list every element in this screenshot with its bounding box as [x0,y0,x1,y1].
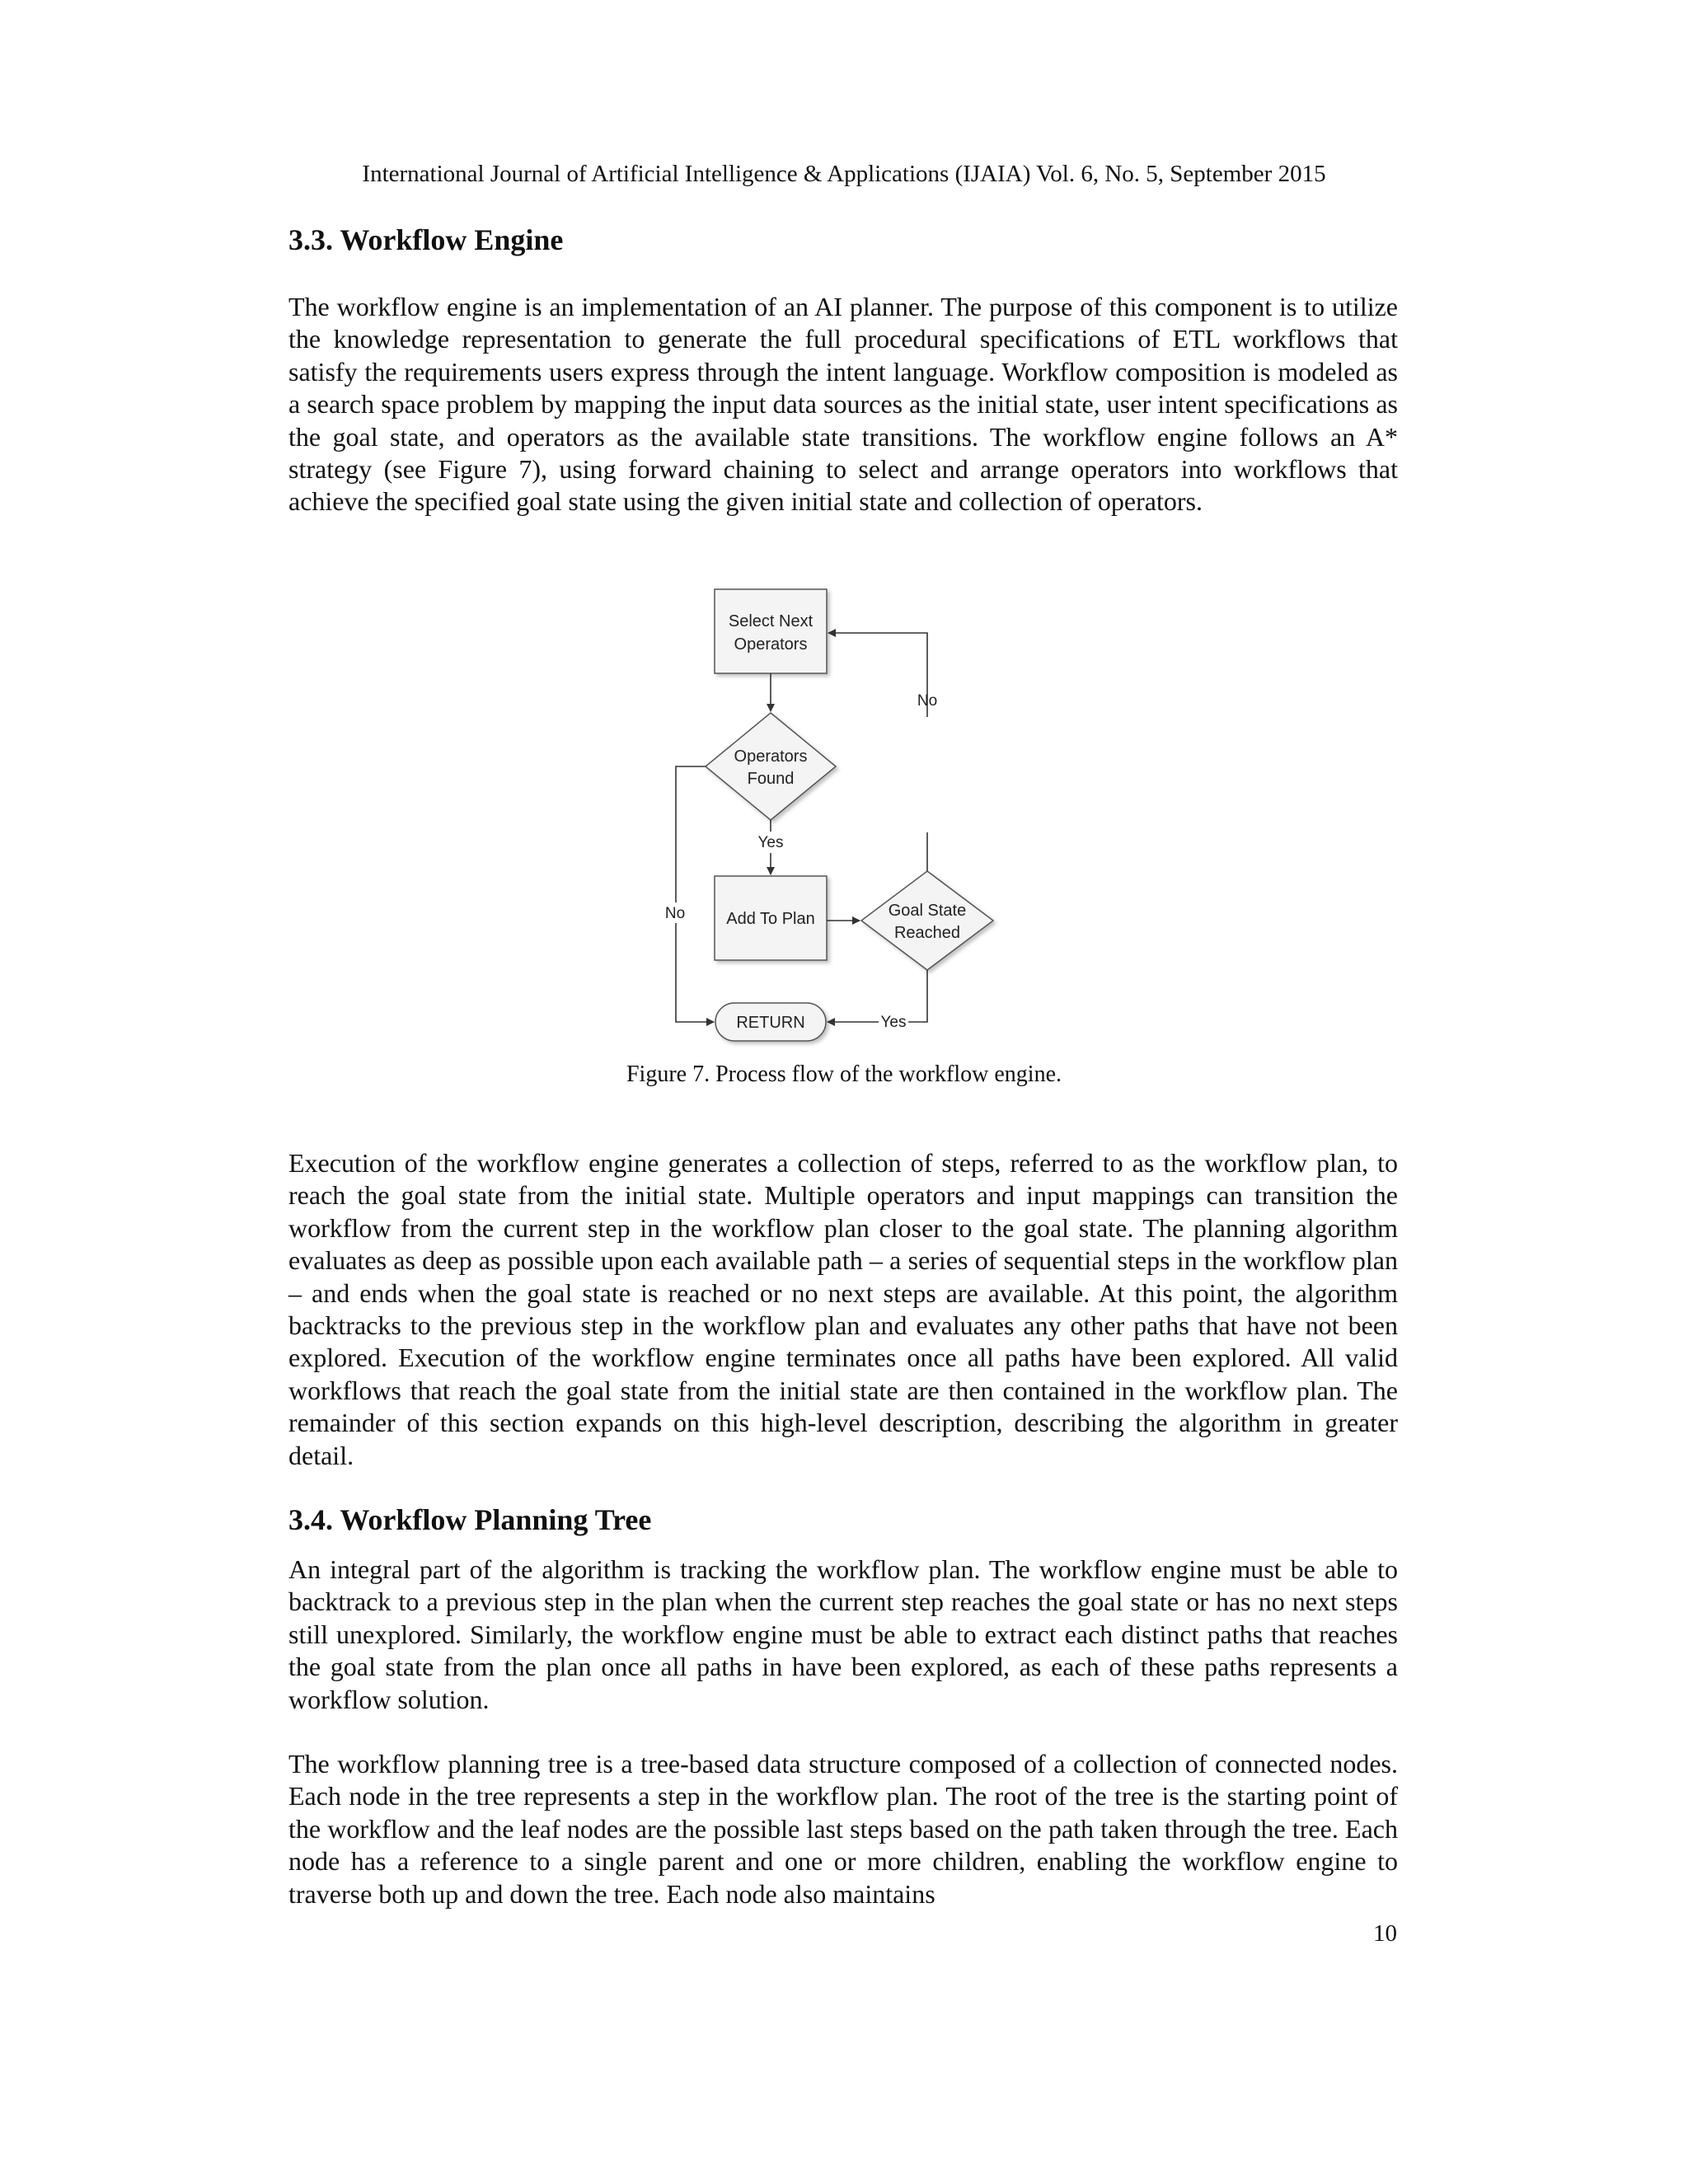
paragraph-planning-tree-2: The workflow planning tree is a tree-based data structure composed of a collection of connected nodes. Each node in the tree represents a step in the workflow plan. The root of the tree is the starting point of the workflow and the leaf nodes are the possible last steps based on the path taken through the tree. Each node has a reference to a single parent and one or more children, enabling the workflow engine to traverse both up and down the tree. Each node also maintains [288,1749,1398,1909]
edge-goal-no-upper [828,633,927,717]
figure-7-flowchart [659,585,1022,1063]
paragraph-planning-tree-1: An integral part of the algorithm is tracking the workflow plan. The workflow engine must be able to backtrack to a previous step in the plan when the current step reaches the goal state or has no next steps still unexplored. Similarly, the workflow engine must be able to extract each distinct paths that reaches the goal state from the plan once all paths in have been explored, as each of these paths represents a workflow solution. [288,1554,1398,1714]
edge-found-no-lower [676,923,714,1022]
add-to-plan-node [715,876,827,960]
label-no-left: No [664,905,686,922]
figure-7-caption: Figure 7. Process flow of the workflow engine. [626,1062,1062,1087]
operators-found-label-2: Found [747,770,795,788]
label-yes-bottom: Yes [880,1014,907,1031]
select-next-label-2: Operators [734,635,808,654]
operators-found-label-1: Operators [734,748,808,766]
section-heading-3-3: 3.3. Workflow Engine [288,223,564,256]
edge-goal-yes-right [908,970,927,1022]
add-to-plan-label: Add To Plan [726,910,815,928]
label-yes-middle: Yes [757,834,784,851]
select-next-operators-node [715,589,827,673]
paragraph-execution: Execution of the workflow engine generates a collection of steps, referred to as the workflow plan, to reach the goal state from the initial state. Multiple operators and input mappings can transition the workflow from the current step in the workflow plan closer to the goal state. The planning algorithm evaluates as deep as possible upon each available path – a series of sequential steps in the workflow plan – and ends when the goal state is reached or no next steps are available. At this point, the algorithm backtracks to the previous step in the workflow plan and evaluates any other paths that have not been explored. Execution of the workflow engine terminates once all paths have been explored. All valid workflows that reach the goal state from the initial state are then contained in the workflow plan. The remainder of this section expands on this high-level description, describing the algorithm in greater detail. [288,1148,1398,1470]
goal-state-reached-decision [861,871,993,970]
paragraph-workflow-engine: The workflow engine is an implementation of an AI planner. The purpose of this component is to utilize the knowledge representation to generate the full procedural specifications of ETL workflows that satisfy the requirements users express through the intent language. Workflow composition is modeled as a search space problem by mapping the input data sources as the initial state, user intent specifications as the goal state, and operators as the available state transitions. The workflow engine follows an A* strategy (see Figure 7), using forward chaining to select and arrange operators into workflows that achieve the specified goal state using the given initial state and collection of operators. [288,292,1398,517]
label-no-top: No [917,692,938,710]
running-header: International Journal of Artificial Intelligence & Applications (IJAIA) Vol. 6, No. 5, September 2015 [362,161,1326,187]
edge-found-no-upper [676,766,706,902]
page-number: 10 [1373,1920,1397,1947]
operators-found-decision [706,713,836,820]
section-heading-3-4: 3.4. Workflow Planning Tree [288,1503,652,1536]
goal-state-label-2: Reached [893,924,961,942]
select-next-label-1: Select Next [728,612,814,630]
return-terminator [715,1003,826,1041]
goal-state-label-1: Goal State [888,902,967,920]
return-label: RETURN [736,1014,805,1032]
